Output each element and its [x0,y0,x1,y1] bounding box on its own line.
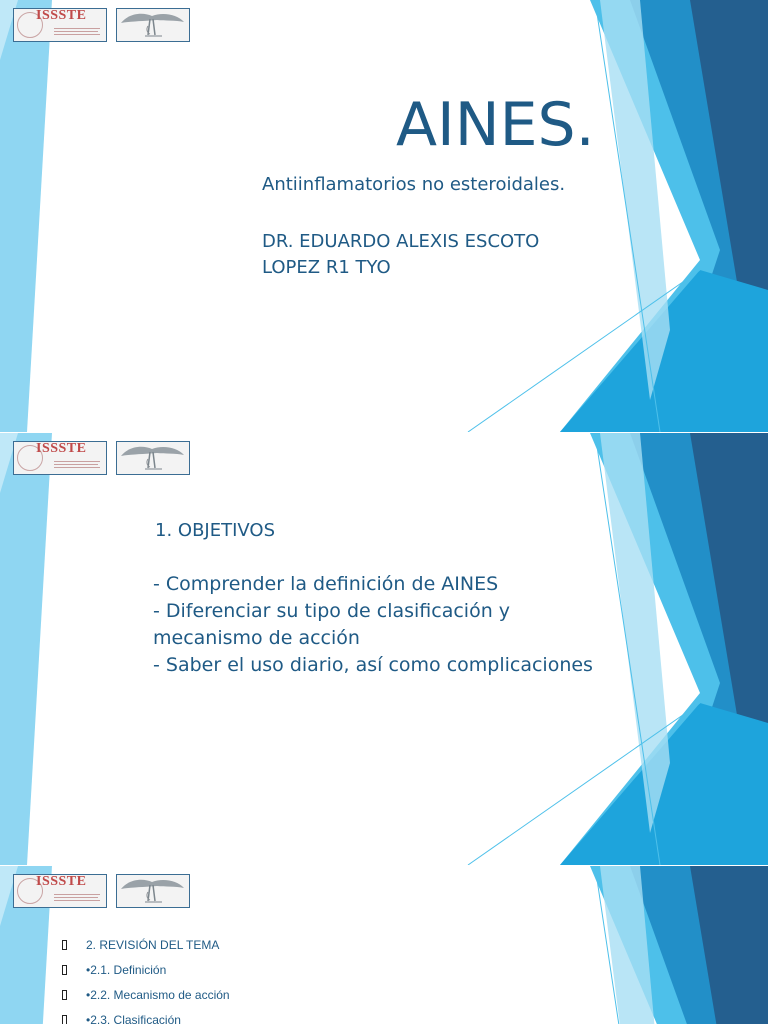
list-item: - Diferenciar su tipo de clasificación y [153,600,511,622]
list-item-label: •2.3. Clasificación [86,1013,181,1024]
slide-title[interactable] [0,0,768,432]
objectives-list [153,571,633,679]
issste-logo [13,441,107,475]
bullet-icon [62,1015,67,1024]
slide-decoration [0,0,768,432]
objectives-heading: 1. OBJETIVOS [155,520,275,541]
author-line-2: LOPEZ R1 TYO [262,257,391,278]
issste-logo-text: ISSSTE [36,8,87,23]
hospital-logo [116,874,190,908]
list-item-label: •2.1. Definición [86,963,167,977]
issste-logo-text: ISSSTE [36,441,87,456]
list-item: - Saber el uso diario, así como complicaciones [153,654,593,676]
tree-emblem-icon [117,9,188,40]
issste-logo [13,8,107,42]
issste-logo-text: ISSSTE [36,874,87,889]
slide-objectives[interactable] [0,433,768,865]
list-item-label: 2. REVISIÓN DEL TEMA [86,938,220,952]
presentation-author [262,229,602,281]
bullet-icon [62,940,67,950]
author-line-1: DR. EDUARDO ALEXIS ESCOTO [262,231,540,252]
slide-agenda[interactable] [0,866,768,1024]
bullet-icon [62,990,67,1000]
list-item-label: •2.2. Mecanismo de acción [86,988,230,1002]
list-item: mecanismo de acción [153,627,360,649]
presentation-title: AINES. [396,90,595,160]
tree-emblem-icon [117,442,188,473]
list-item: - Comprender la definición de AINES [153,573,499,595]
presentation-subtitle: Antiinflamatorios no esteroidales. [262,174,566,195]
hospital-logo [116,441,190,475]
issste-logo [13,874,107,908]
hospital-logo [116,8,190,42]
bullet-icon [62,965,67,975]
tree-emblem-icon [117,875,188,906]
